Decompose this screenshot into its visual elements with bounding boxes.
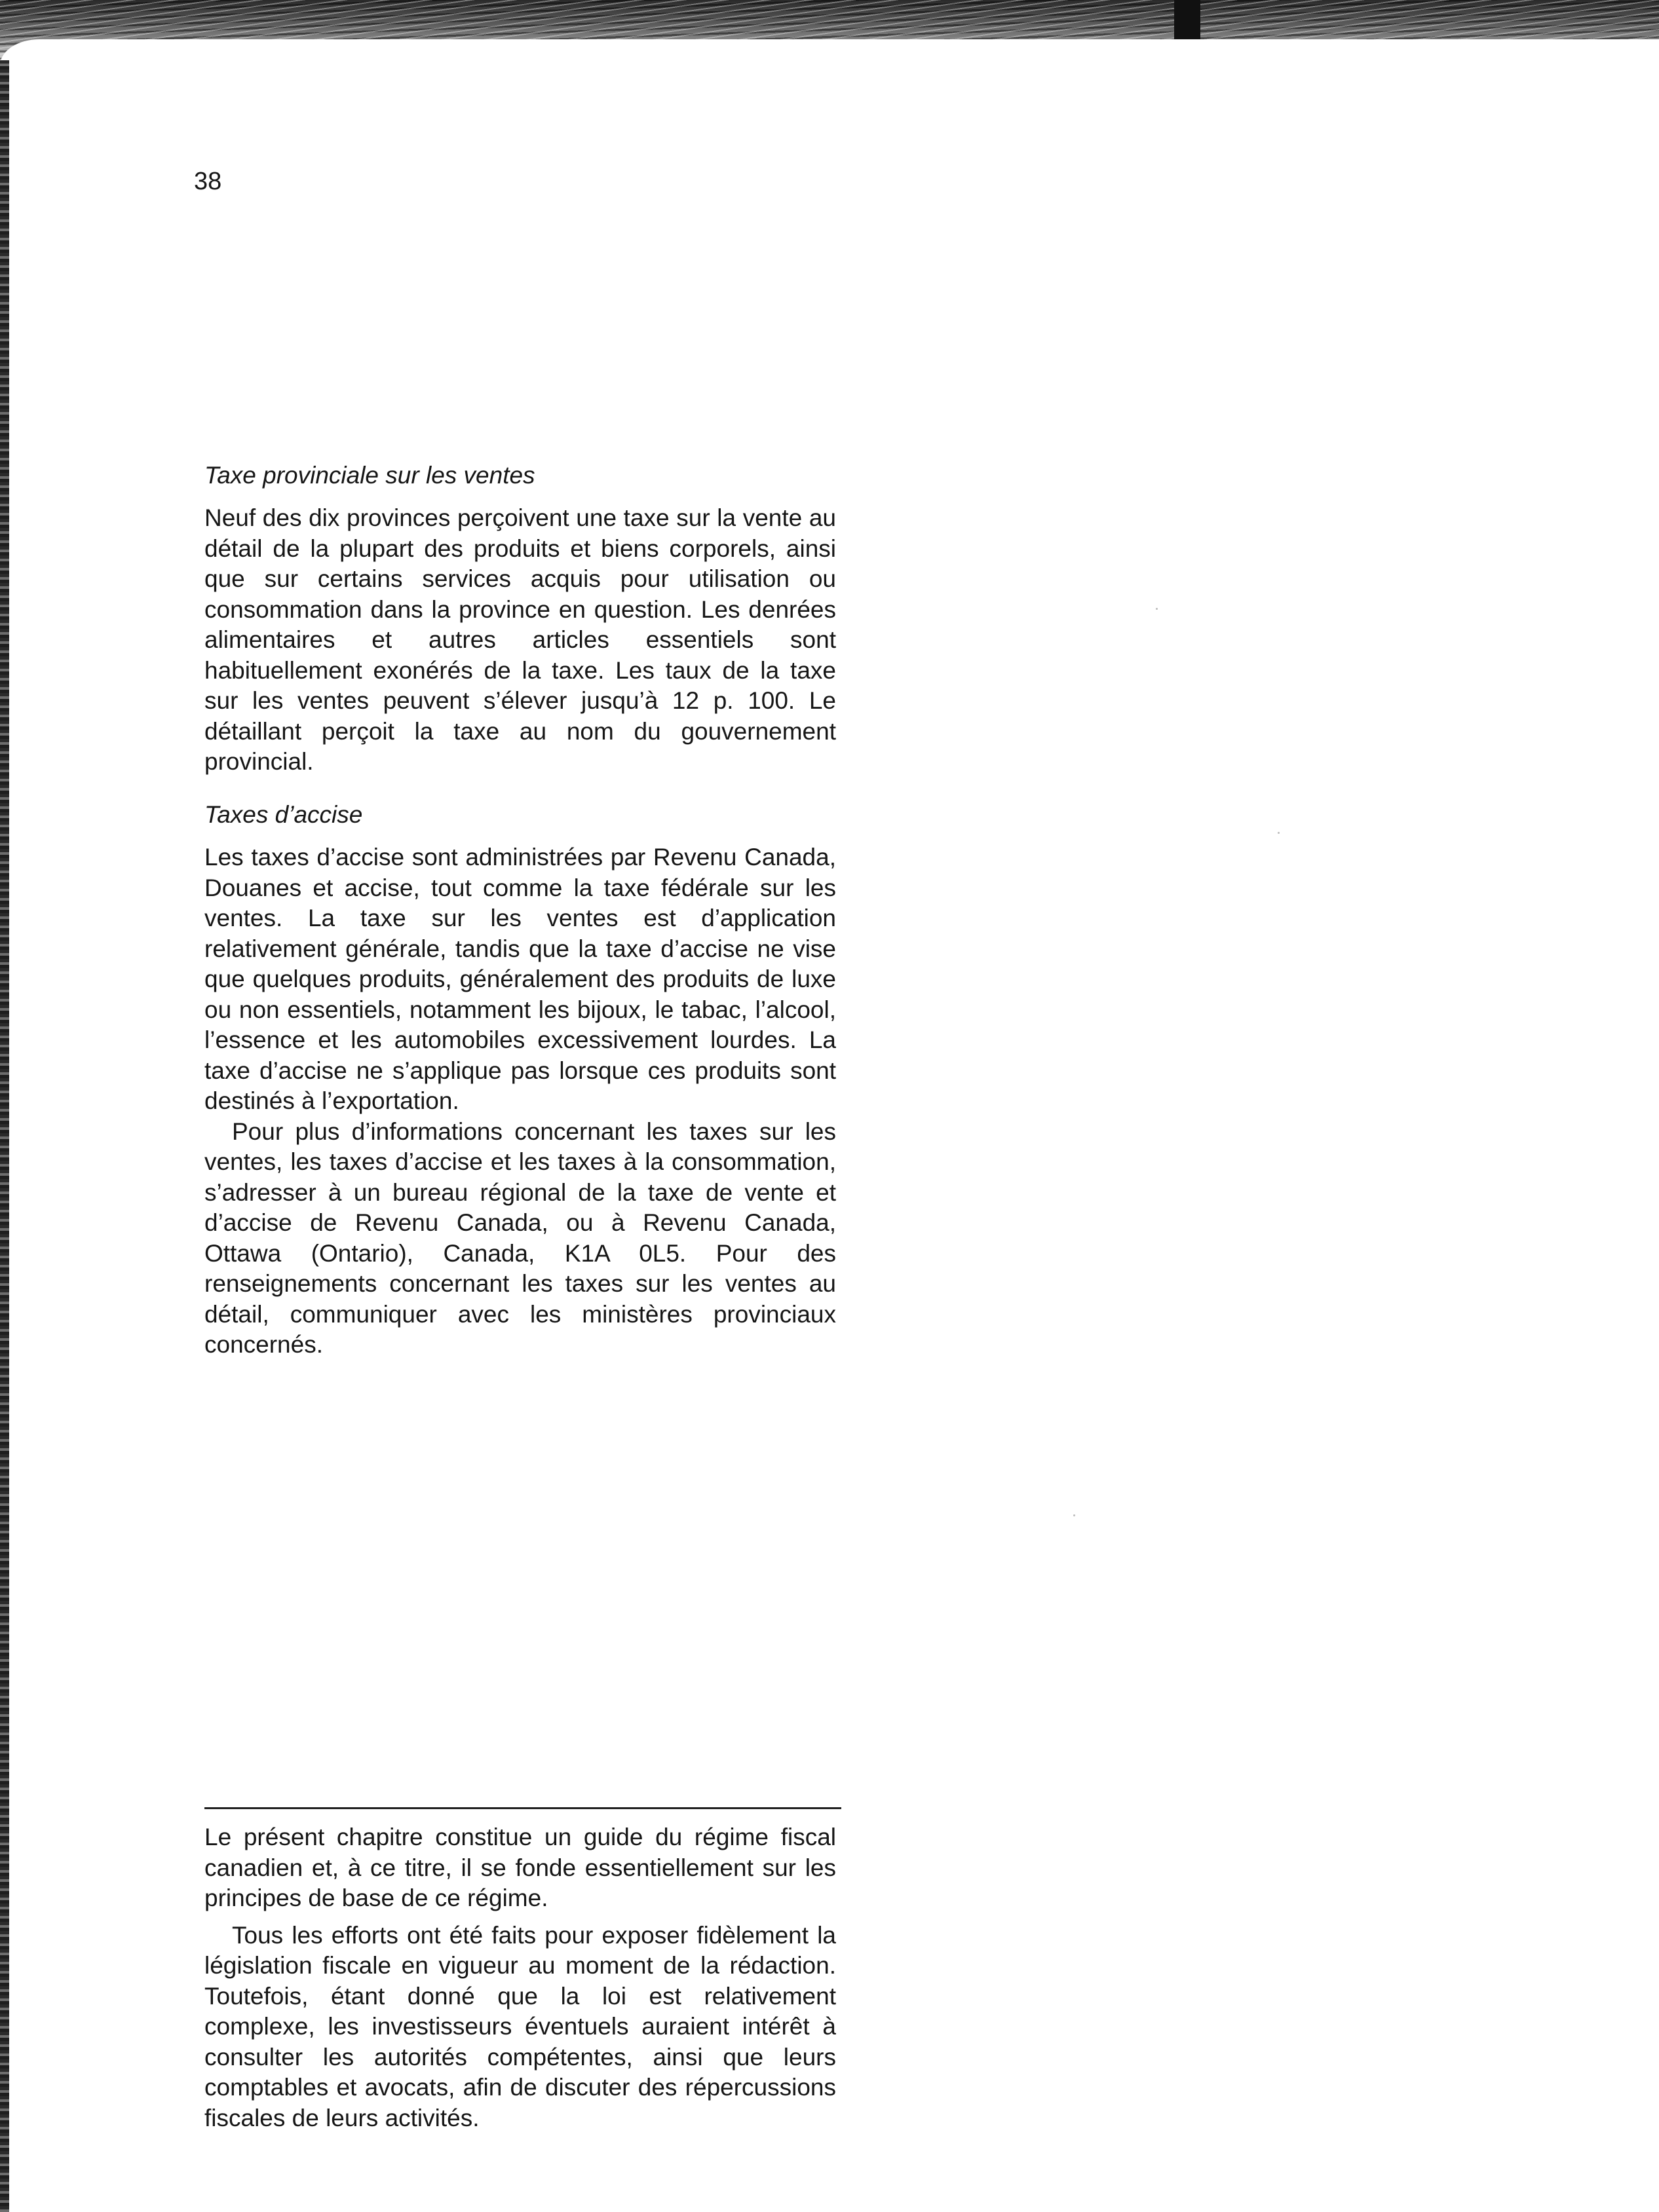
- scan-left-edge: [0, 60, 9, 2212]
- section-provincial-sales-tax: [204, 460, 836, 778]
- section-heading: Taxe provinciale sur les ventes: [204, 462, 535, 489]
- page-number: 38: [194, 168, 222, 195]
- section-paragraph: Les taxes d’accise sont administrées par Revenu Canada, Douanes et accise, tout comme la taxe fédérale sur les ventes. La taxe sur les ventes est d’application relativement générale, tandis que la taxe d’accise ne vise que quelques produits, généralement des produits de luxe ou non essentiels, notamment les bijoux, le tabac, l’alcool, l’essence et les automobiles excessivement lourdes. La taxe d’accise ne s’applique pas lorsque ces produits sont destinés à l’exportation.: [204, 844, 836, 1114]
- section-excise-taxes: [204, 799, 836, 1360]
- footnote-paragraph: Le présent chapitre constitue un guide du régime fiscal canadien et, à ce titre, il se fonde essentiellement sur les principes de base de ce régime.: [204, 1824, 836, 1911]
- footnote-divider: [204, 1807, 841, 1809]
- footnote-paragraph: Tous les efforts ont été faits pour exposer fidèlement la législation fiscale en vigueur au moment de la rédaction. Toutefois, étant donné que la loi est relativement complexe, les investisseurs éventuels auraient intérêt à consulter les autorités compétentes, ainsi que leurs comptables et avocats, afin de discuter des répercussions fiscales de leurs activités.: [204, 1921, 836, 2131]
- section-paragraph: Neuf des dix provinces perçoivent une taxe sur la vente au détail de la plupart des produits et biens corporels, ainsi que sur certains services acquis pour utilisation ou consommation dans la province en question. Les denrées alimentaires et autres articles essentiels sont habituellement exonérés de la taxe. Les taux de la taxe sur les ventes peuvent s’élever jusqu’à 12 p. 100. Le détaillant perçoit la taxe au nom du gouvernement provincial.: [204, 504, 836, 775]
- scan-speck: [1156, 608, 1158, 610]
- scan-speck: [1278, 832, 1280, 834]
- scan-speck: [1073, 1514, 1075, 1516]
- page-top-curl: [0, 39, 1659, 71]
- section-heading: Taxes d’accise: [204, 801, 363, 828]
- footnote: [204, 1822, 836, 2133]
- section-paragraph: Pour plus d’informations concernant les taxes sur les ventes, les taxes d’accise et les taxes à la consommation, s’adresser à un bureau régional de la taxe de vente et d’accise de Revenu Canada, ou à Revenu Canada, Ottawa (Ontario), Canada, K1A 0L5. Pour des renseignements concernant les taxes sur les ventes au détail, communiquer avec les ministères provinciaux concernés.: [204, 1117, 836, 1358]
